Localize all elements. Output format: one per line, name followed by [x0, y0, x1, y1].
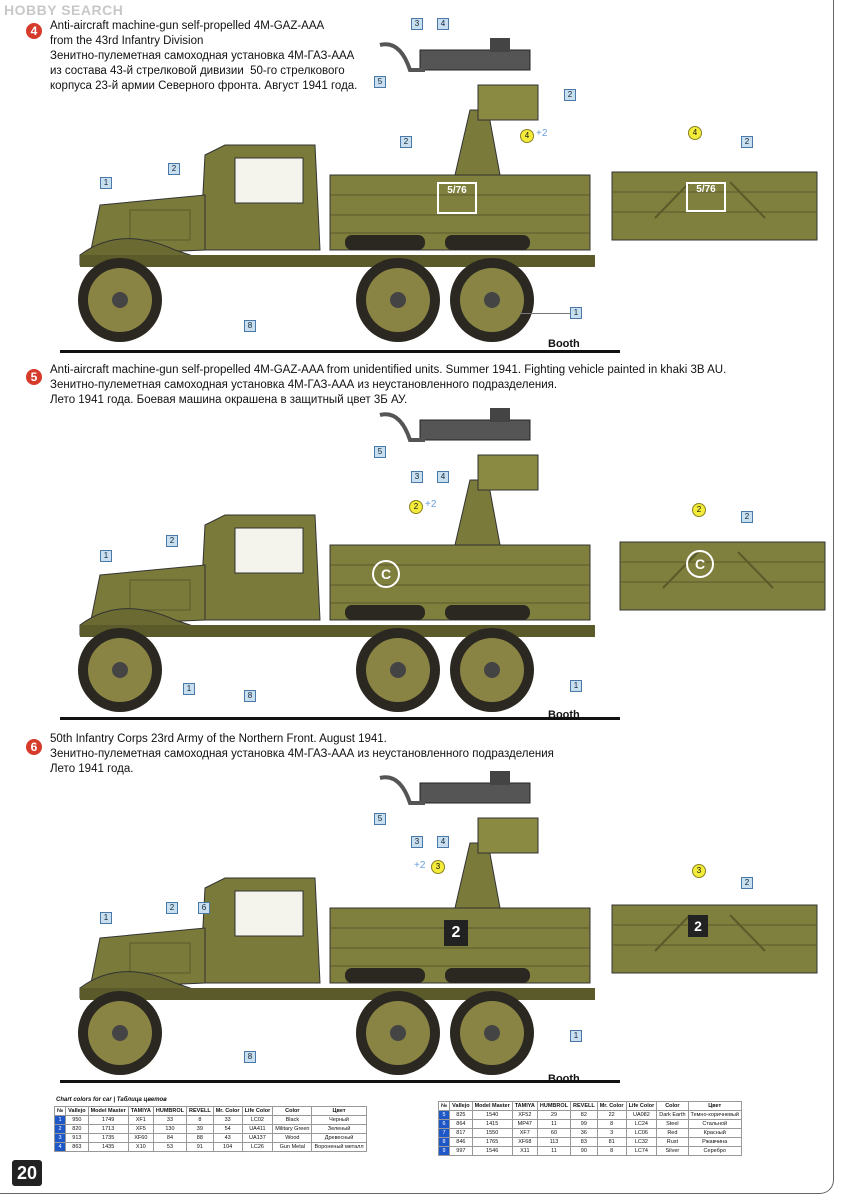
marking-5-bed: C — [372, 560, 400, 588]
table-cell: Серебро — [688, 1147, 741, 1156]
callout-4: 4 — [437, 471, 449, 483]
table-cell: Dark Earth — [657, 1111, 688, 1120]
table-cell: 8 — [597, 1147, 626, 1156]
table-cell: XF68 — [512, 1138, 537, 1147]
yellow-callout-2: 2 — [692, 503, 706, 517]
table-cell: X11 — [512, 1147, 537, 1156]
table-cell: 817 — [450, 1129, 472, 1138]
table-cell: 39 — [187, 1125, 214, 1134]
table-cell: Steel — [657, 1120, 688, 1129]
table-cell: 90 — [571, 1147, 598, 1156]
table-cell: UA411 — [242, 1125, 273, 1134]
table-cell: 11 — [537, 1147, 570, 1156]
table-cell: 9 — [439, 1147, 450, 1156]
table-cell: 950 — [66, 1116, 88, 1125]
table-cell: 1550 — [472, 1129, 512, 1138]
callout-1: 1 — [570, 680, 582, 692]
table-cell: 1540 — [472, 1111, 512, 1120]
ground-line-6 — [60, 1080, 620, 1083]
table-cell: 33 — [153, 1116, 186, 1125]
table-row — [55, 1143, 367, 1152]
table-cell: Стальной — [688, 1120, 741, 1129]
yellow-callout-3: 3 — [692, 864, 706, 878]
table-cell: 1713 — [88, 1125, 128, 1134]
yellow-callout-4: 4 — [688, 126, 702, 140]
table-cell: 43 — [213, 1134, 242, 1143]
table-cell: XF1 — [128, 1116, 153, 1125]
callout-2: 2 — [166, 902, 178, 914]
callout-5: 5 — [374, 813, 386, 825]
page-number: 20 — [12, 1160, 42, 1186]
table-cell: 11 — [537, 1120, 570, 1129]
table-cell: 36 — [571, 1129, 598, 1138]
table-cell: Military Green — [273, 1125, 312, 1134]
booth-label-4: Booth — [548, 338, 580, 350]
callout-8: 8 — [244, 320, 256, 332]
table-cell: 113 — [537, 1138, 570, 1147]
table-cell: MP47 — [512, 1120, 537, 1129]
table-cell: LC06 — [626, 1129, 657, 1138]
table-cell: 7 — [439, 1129, 450, 1138]
table-cell: 33 — [213, 1116, 242, 1125]
table-cell: Зеленый — [312, 1125, 366, 1134]
table-cell: 8 — [439, 1138, 450, 1147]
table-row — [439, 1120, 742, 1129]
callout-3: 3 — [411, 836, 423, 848]
callout-2: 2 — [564, 89, 576, 101]
yellow-callout-4: 4 — [520, 129, 534, 143]
table-cell: 6 — [439, 1120, 450, 1129]
table-header-cell: TAMIYA — [128, 1107, 153, 1116]
marking-5-panel: C — [686, 550, 714, 578]
table-cell: 81 — [597, 1138, 626, 1147]
table-cell: UA082 — [626, 1111, 657, 1120]
table-cell: XF52 — [512, 1111, 537, 1120]
table-header-cell: HUMBROL — [153, 1107, 186, 1116]
callout-4: 4 — [437, 836, 449, 848]
callout-2: 2 — [168, 163, 180, 175]
table-cell: Wood — [273, 1134, 312, 1143]
marking-4-bed: 5/76 — [437, 182, 477, 214]
table-header-cell: REVELL — [571, 1102, 598, 1111]
table-header-cell: Цвет — [312, 1107, 366, 1116]
callout-2: 2 — [741, 877, 753, 889]
table-row — [55, 1134, 367, 1143]
marking-6-bed: 2 — [444, 920, 468, 946]
table-cell: Вороненый металл — [312, 1143, 366, 1152]
callout-4: 4 — [437, 18, 449, 30]
table-header-cell: Mr. Color — [213, 1107, 242, 1116]
yellow-callout-2: 2 — [409, 500, 423, 514]
table-cell: LC32 — [626, 1138, 657, 1147]
table-row — [55, 1116, 367, 1125]
table-cell: 1415 — [472, 1120, 512, 1129]
section-4-caption: Anti-aircraft machine-gun self-propelled 4M-GAZ-AAA from the 43rd Infantry Division Зенитно-пулеметная самоходная установка 4М-ГАЗ-ААА из состава 43-й стрелковой дивизии 50-го стрелкового корпуса 23-й армии Северного фронта. Август 1941 года. — [50, 20, 358, 92]
table-header-cell: Vallejo — [66, 1107, 88, 1116]
table-cell: 863 — [66, 1143, 88, 1152]
table-cell: 1 — [55, 1116, 66, 1125]
table-header-cell: Vallejo — [450, 1102, 472, 1111]
callout-6: 6 — [198, 902, 210, 914]
table-cell: Черный — [312, 1116, 366, 1125]
yellow-callout-3: 3 — [431, 860, 445, 874]
color-table-left — [54, 1106, 367, 1152]
table-cell: Rust — [657, 1138, 688, 1147]
table-cell: Silver — [657, 1147, 688, 1156]
table-cell: 83 — [571, 1138, 598, 1147]
table-cell: 3 — [55, 1134, 66, 1143]
callout-2: 2 — [741, 136, 753, 148]
table-cell: 104 — [213, 1143, 242, 1152]
booth-label-6: Booth — [548, 1073, 580, 1085]
marking-6-panel: 2 — [688, 915, 708, 937]
table-header-cell: № — [55, 1107, 66, 1116]
table-cell: Древесный — [312, 1134, 366, 1143]
table-cell: 60 — [537, 1129, 570, 1138]
table-cell: 846 — [450, 1138, 472, 1147]
table-cell: 997 — [450, 1147, 472, 1156]
callout-1: 1 — [100, 912, 112, 924]
booth-label-5: Booth — [548, 709, 580, 721]
table-cell: 2 — [55, 1125, 66, 1134]
plus-callout: +2 — [425, 499, 437, 510]
table-cell: 22 — [597, 1111, 626, 1120]
callout-1: 1 — [183, 683, 195, 695]
table-header-row — [55, 1107, 367, 1116]
callout-2: 2 — [741, 511, 753, 523]
ground-line-5 — [60, 717, 620, 720]
section-number-5: 5 — [26, 369, 42, 385]
callout-5: 5 — [374, 76, 386, 88]
table-cell: 53 — [153, 1143, 186, 1152]
table-cell: Black — [273, 1116, 312, 1125]
callout-1: 1 — [100, 550, 112, 562]
callout-8: 8 — [244, 1051, 256, 1063]
table-cell: 5 — [439, 1111, 450, 1120]
callout-3: 3 — [411, 18, 423, 30]
watermark: HOBBY SEARCH — [4, 2, 124, 18]
table-row — [439, 1138, 742, 1147]
table-header-cell: REVELL — [187, 1107, 214, 1116]
table-header-cell: Model Master — [472, 1102, 512, 1111]
callout-1: 1 — [570, 1030, 582, 1042]
table-cell: 4 — [55, 1143, 66, 1152]
table-row — [55, 1125, 367, 1134]
table-header-cell: Mr. Color — [597, 1102, 626, 1111]
table-row — [439, 1147, 742, 1156]
table-cell: 1546 — [472, 1147, 512, 1156]
table-cell: 913 — [66, 1134, 88, 1143]
table-header-cell: Life Color — [242, 1107, 273, 1116]
table-header-cell: № — [439, 1102, 450, 1111]
table-cell: LC24 — [626, 1120, 657, 1129]
table-cell: 99 — [571, 1120, 598, 1129]
callout-1: 1 — [570, 307, 582, 319]
table-header-row — [439, 1102, 742, 1111]
section-5-caption: Anti-aircraft machine-gun self-propelled 4M-GAZ-AAA from unidentified units. Summer 1941. Fighting vehicle painted in khaki 3B AU. Зенитно-пулеметная самоходная установка 4М-ГАЗ-ААА из неустановленного подразделения. Лето 1941 года. Боевая машина окрашена в защитный цвет 3Б АУ. — [50, 364, 727, 406]
table-cell: 1765 — [472, 1138, 512, 1147]
table-cell: XF60 — [128, 1134, 153, 1143]
table-cell: 864 — [450, 1120, 472, 1129]
section-number-4: 4 — [26, 23, 42, 39]
table-cell: 29 — [537, 1111, 570, 1120]
table-cell: 84 — [153, 1134, 186, 1143]
table-cell: 3 — [597, 1129, 626, 1138]
table-cell: Темно-коричневый — [688, 1111, 741, 1120]
table-cell: 820 — [66, 1125, 88, 1134]
callout-1: 1 — [100, 177, 112, 189]
callout-3: 3 — [411, 471, 423, 483]
table-cell: 1749 — [88, 1116, 128, 1125]
table-cell: 825 — [450, 1111, 472, 1120]
table-cell: 54 — [213, 1125, 242, 1134]
table-cell: UA137 — [242, 1134, 273, 1143]
table-cell: 130 — [153, 1125, 186, 1134]
ground-line-4 — [60, 350, 620, 353]
table-cell: Red — [657, 1129, 688, 1138]
table-cell: 1735 — [88, 1134, 128, 1143]
table-row — [439, 1129, 742, 1138]
table-cell: Gun Metal — [273, 1143, 312, 1152]
callout-2: 2 — [400, 136, 412, 148]
table-cell: 8 — [187, 1116, 214, 1125]
table-header-cell: Цвет — [688, 1102, 741, 1111]
table-cell: 82 — [571, 1111, 598, 1120]
section-number-6: 6 — [26, 739, 42, 755]
marking-4-panel: 5/76 — [686, 182, 726, 212]
plus-callout: +2 — [536, 128, 548, 139]
table-header-cell: HUMBROL — [537, 1102, 570, 1111]
color-chart-title: Chart colors for car | Таблица цветов — [56, 1097, 167, 1103]
table-cell: XF7 — [512, 1129, 537, 1138]
table-header-cell: TAMIYA — [512, 1102, 537, 1111]
table-cell: Ржавчина — [688, 1138, 741, 1147]
table-cell: Красный — [688, 1129, 741, 1138]
table-cell: LC02 — [242, 1116, 273, 1125]
table-cell: XF5 — [128, 1125, 153, 1134]
table-cell: X10 — [128, 1143, 153, 1152]
plus-callout: +2 — [414, 860, 426, 871]
color-table-right — [438, 1101, 742, 1156]
table-header-cell: Color — [657, 1102, 688, 1111]
table-cell: 8 — [597, 1120, 626, 1129]
table-cell: LC74 — [626, 1147, 657, 1156]
table-header-cell: Color — [273, 1107, 312, 1116]
table-cell: 88 — [187, 1134, 214, 1143]
section-6-caption: 50th Infantry Corps 23rd Army of the Northern Front. August 1941. Зенитно-пулеметная самоходная установка 4М-ГАЗ-ААА из неустановленного подразделения Лето 1941 года. — [50, 733, 554, 775]
table-header-cell: Model Master — [88, 1107, 128, 1116]
table-row — [439, 1111, 742, 1120]
table-cell: 1435 — [88, 1143, 128, 1152]
table-header-cell: Life Color — [626, 1102, 657, 1111]
callout-8: 8 — [244, 690, 256, 702]
callout-5: 5 — [374, 446, 386, 458]
table-cell: 91 — [187, 1143, 214, 1152]
table-cell: LC26 — [242, 1143, 273, 1152]
callout-2: 2 — [166, 535, 178, 547]
